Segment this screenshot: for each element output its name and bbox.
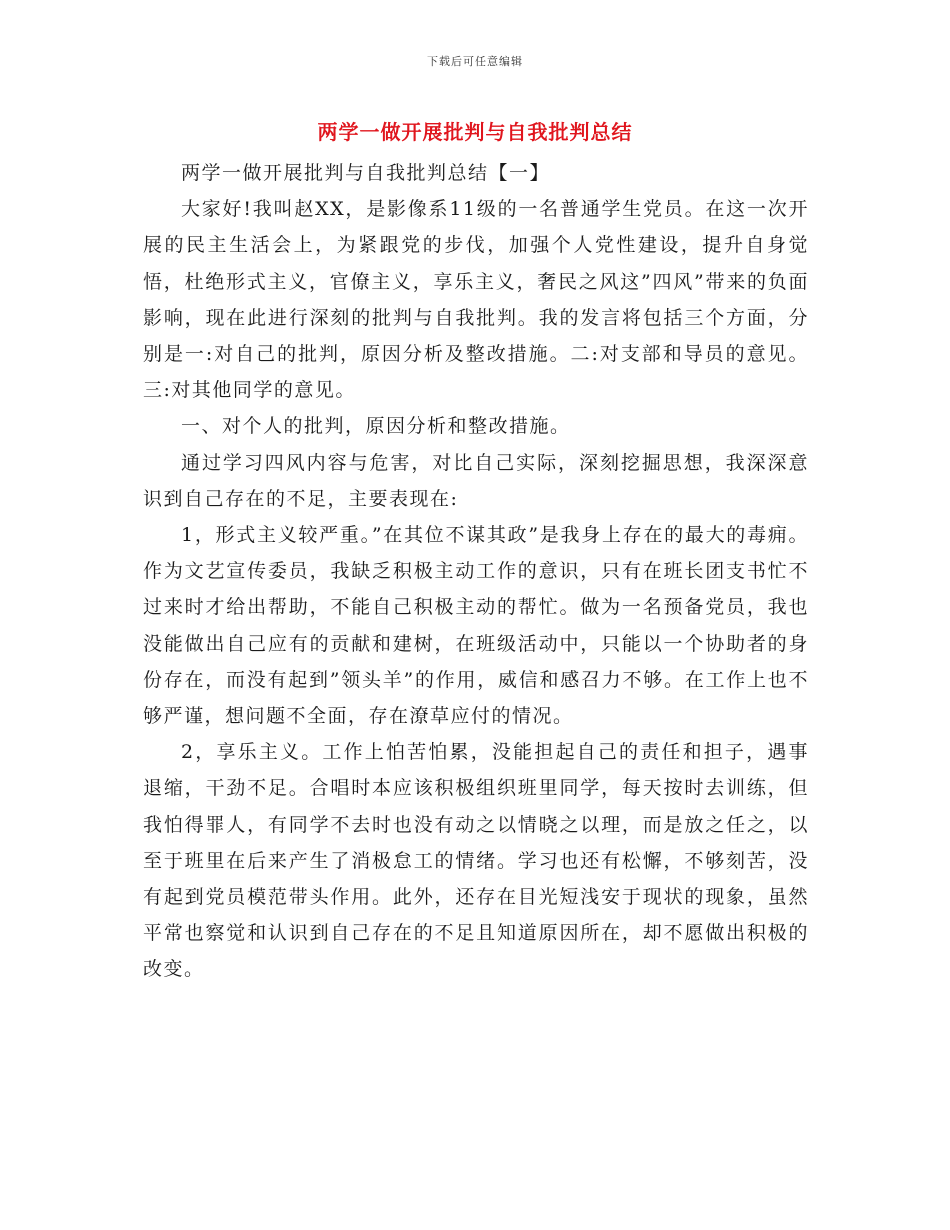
paragraph-hedonism: 2，享乐主义。工作上怕苦怕累，没能担起自己的责任和担子，遇事退缩，干劲不足。合唱时本应该积极组织班里同学，每天按时去训练，但我怕得罪人，有同学不去时也没有动之以情晓之以理，而是放之任之，以至于班里在后来产生了消极怠工的情绪。学习也还有松懈，不够刻苦，没有起到党员模范带头作用。此外，还存在目光短浅安于现状的现象，虽然平常也察觉和认识到自己存在的不足且知道原因所在，却不愿做出积极的改变。 bbox=[143, 741, 809, 981]
paragraph-intro: 大家好!我叫赵XX，是影像系11级的一名普通学生党员。在这一次开展的民主生活会上，为紧跟党的步伐，加强个人党性建设，提升自身觉悟，杜绝形式主义，官僚主义，享乐主义，奢民之风这”四风”带来的负面影响，现在此进行深刻的批判与自我批判。我的发言将包括三个方面，分别是一:对自己的批判，原因分析及整改措施。二:对支部和导员的意见。三:对其他同学的意见。 bbox=[143, 198, 809, 402]
header-note: 下载后可任意编辑 bbox=[427, 55, 523, 68]
document-title: 两学一做开展批判与自我批判总结 bbox=[317, 120, 633, 144]
paragraph-heading-one: 一、对个人的批判，原因分析和整改措施。 bbox=[181, 415, 571, 438]
section-heading: 两学一做开展批判与自我批判总结【一】 bbox=[181, 162, 551, 184]
document-body bbox=[143, 155, 809, 988]
paragraph-formalism: 1，形式主义较严重。”在其位不谋其政”是我身上存在的最大的毒痈。作为文艺宣传委员，我缺乏积极主动工作的意识，只有在班长团支书忙不过来时才给出帮助，不能自己积极主动的帮忙。做为一名预备党员，我也没能做出自己应有的贡献和建树，在班级活动中，只能以一个协助者的身份存在，而没有起到”领头羊”的作用，威信和感召力不够。在工作上也不够严谨，想问题不全面，存在潦草应付的情况。 bbox=[143, 524, 809, 728]
paragraph-reflection: 通过学习四风内容与危害，对比自己实际，深刻挖掘思想，我深深意识到自己存在的不足，主要表现在: bbox=[143, 451, 809, 510]
